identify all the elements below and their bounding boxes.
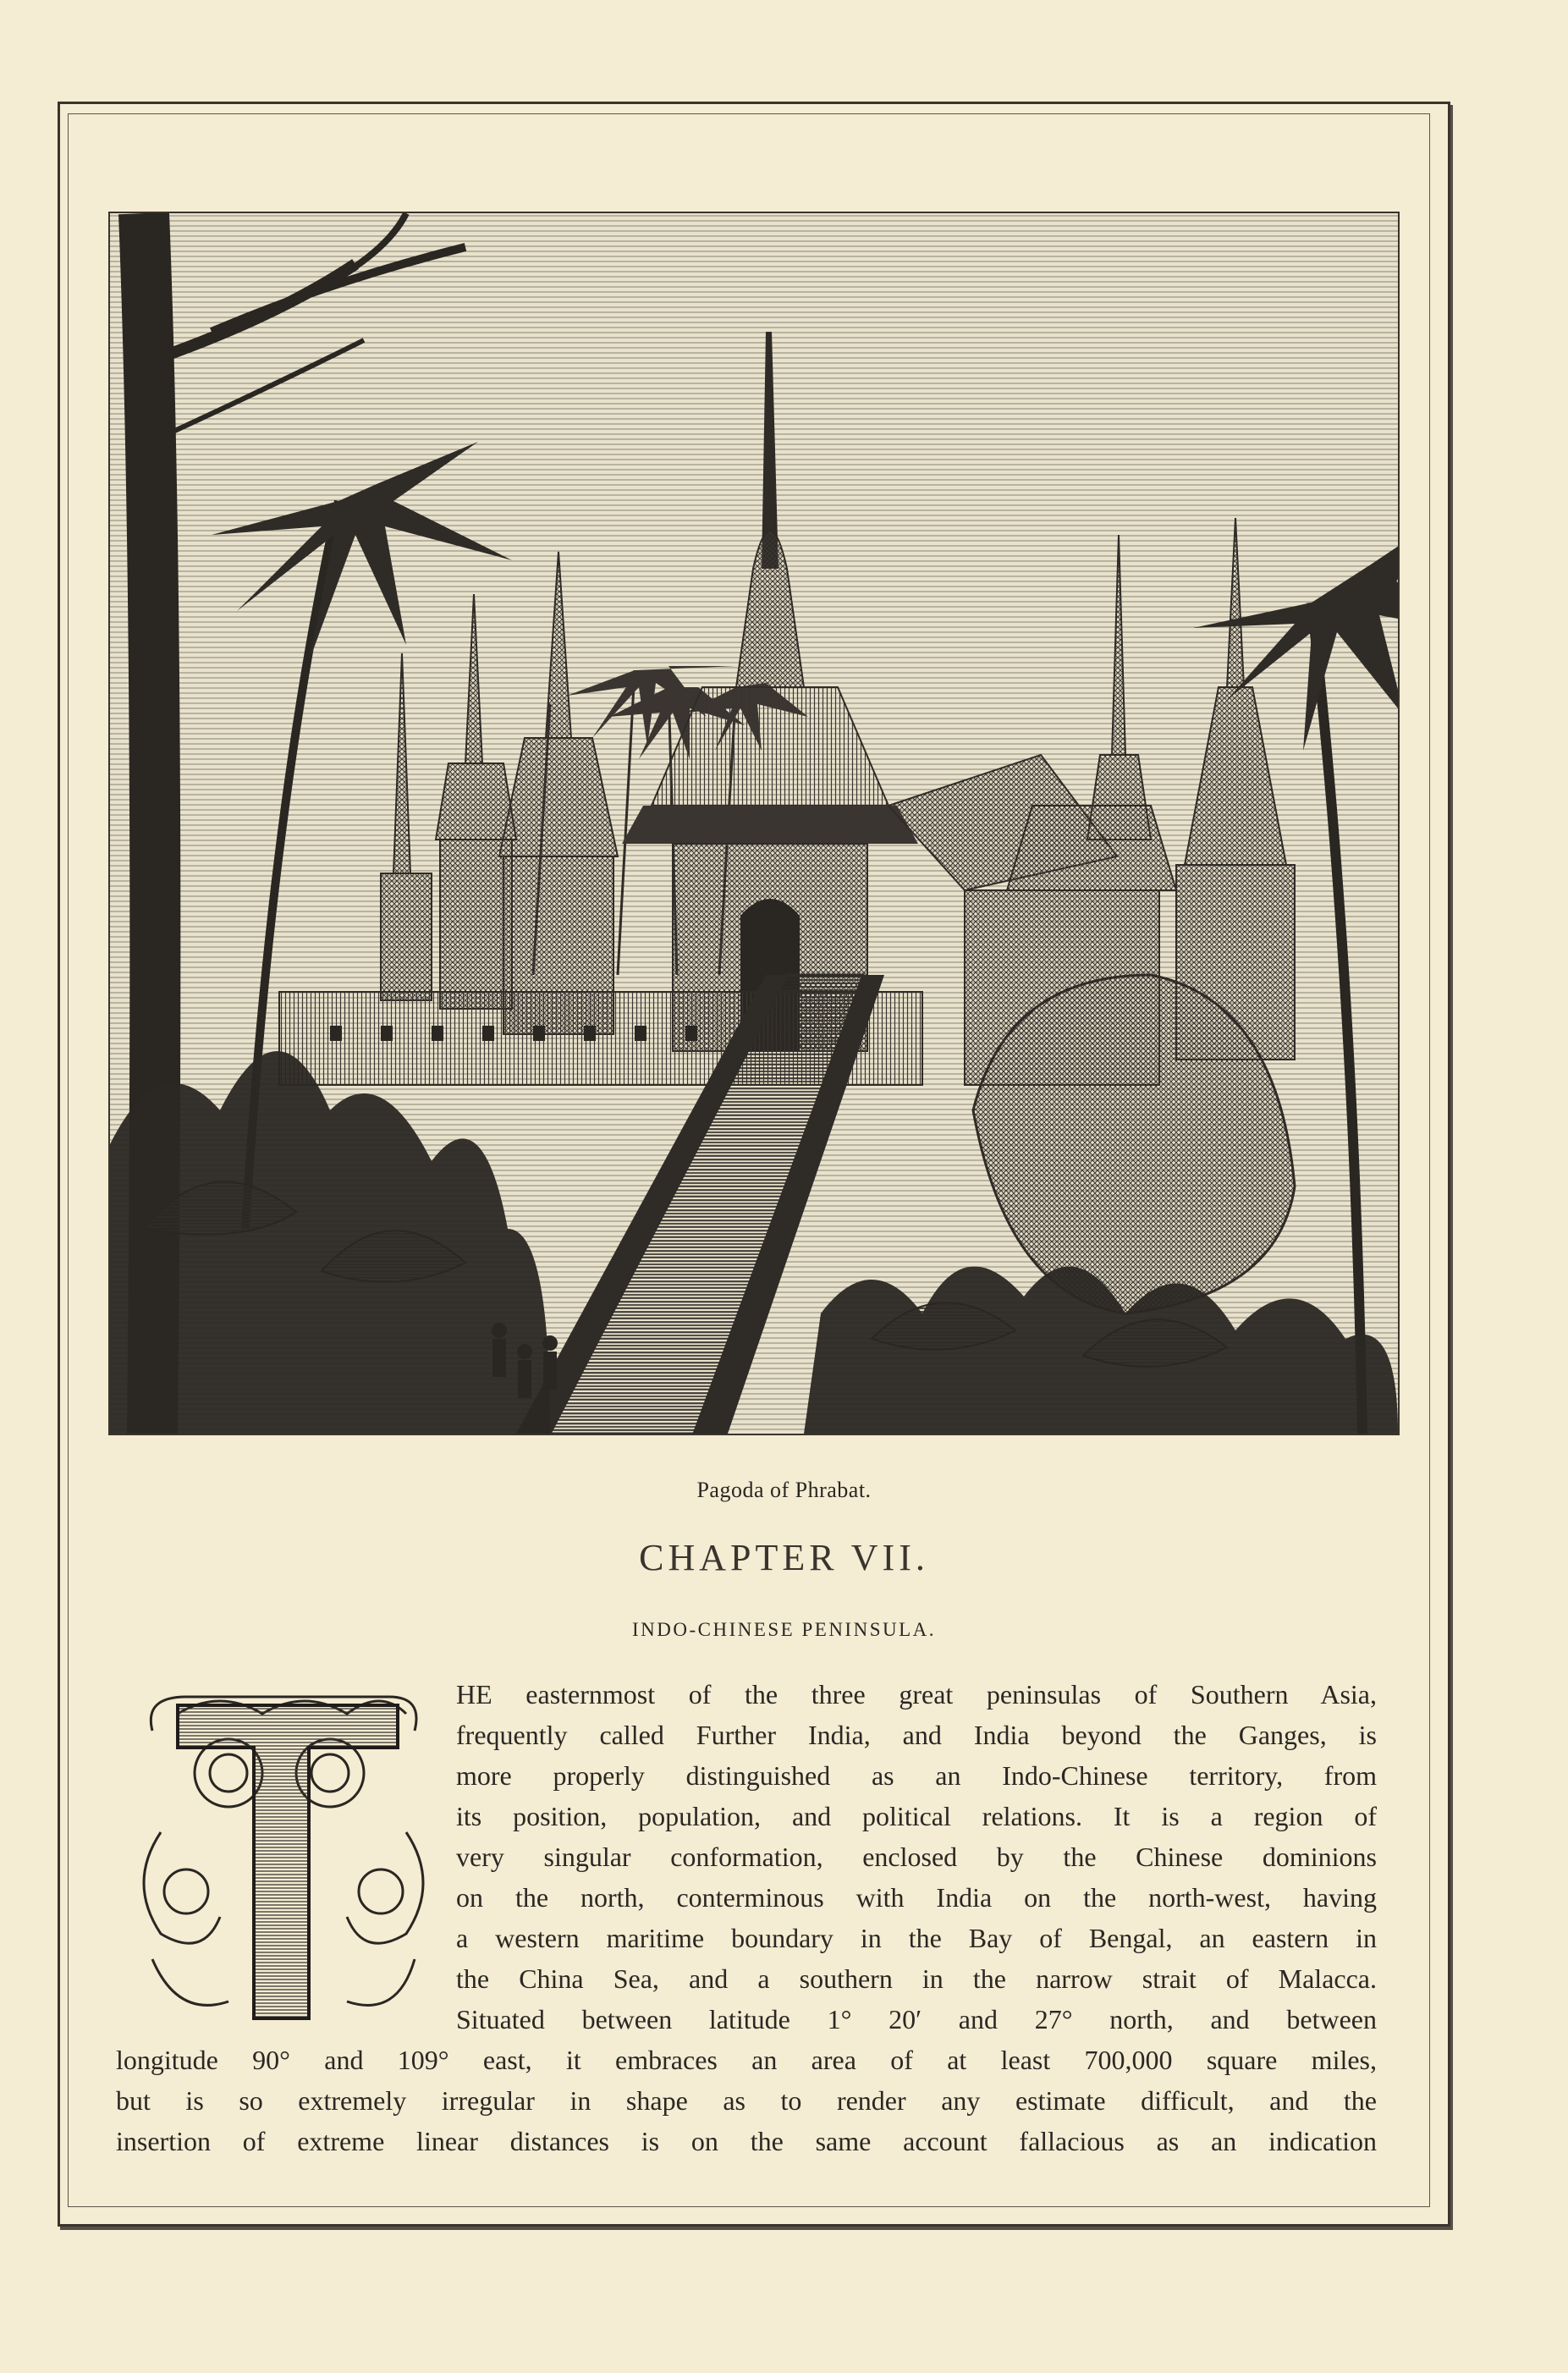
chapter-body-text xyxy=(116,1674,1377,2161)
body-line: its position, population, and political relations. It is a region of xyxy=(456,1801,1377,1831)
body-line: frequently called Further India, and India beyond the Ganges, is xyxy=(456,1720,1377,1750)
chapter-title: CHAPTER VII. xyxy=(639,1537,929,1578)
body-line: but is so extremely irregular in shape as to render any estimate difficult, and the xyxy=(116,2085,1377,2116)
body-line: longitude 90° and 109° east, it embraces an area of at least 700,000 square miles, xyxy=(116,2045,1377,2075)
body-line: insertion of extreme linear distances is on the same account fallacious as an indication xyxy=(116,2126,1377,2156)
body-line: HE easternmost of the three great peninsulas of Southern Asia, xyxy=(456,1679,1377,1710)
illustration-caption: Pagoda of Phrabat. xyxy=(696,1478,872,1502)
body-line: very singular conformation, enclosed by the Chinese dominions xyxy=(456,1842,1377,1872)
body-line: on the north, conterminous with India on the north-west, having xyxy=(456,1882,1377,1913)
engraving-artwork xyxy=(110,213,1398,1434)
body-line: the China Sea, and a southern in the narrow strait of Malacca. xyxy=(456,1963,1377,1994)
body-line: Situated between latitude 1° 20′ and 27° north, and between xyxy=(456,2004,1377,2034)
body-line: more properly distinguished as an Indo-Chinese territory, from xyxy=(456,1760,1377,1791)
chapter-subtitle: INDO-CHINESE PENINSULA. xyxy=(631,1619,937,1640)
body-line: a western maritime boundary in the Bay of Bengal, an eastern in xyxy=(456,1923,1377,1953)
pagoda-engraving xyxy=(108,212,1400,1435)
